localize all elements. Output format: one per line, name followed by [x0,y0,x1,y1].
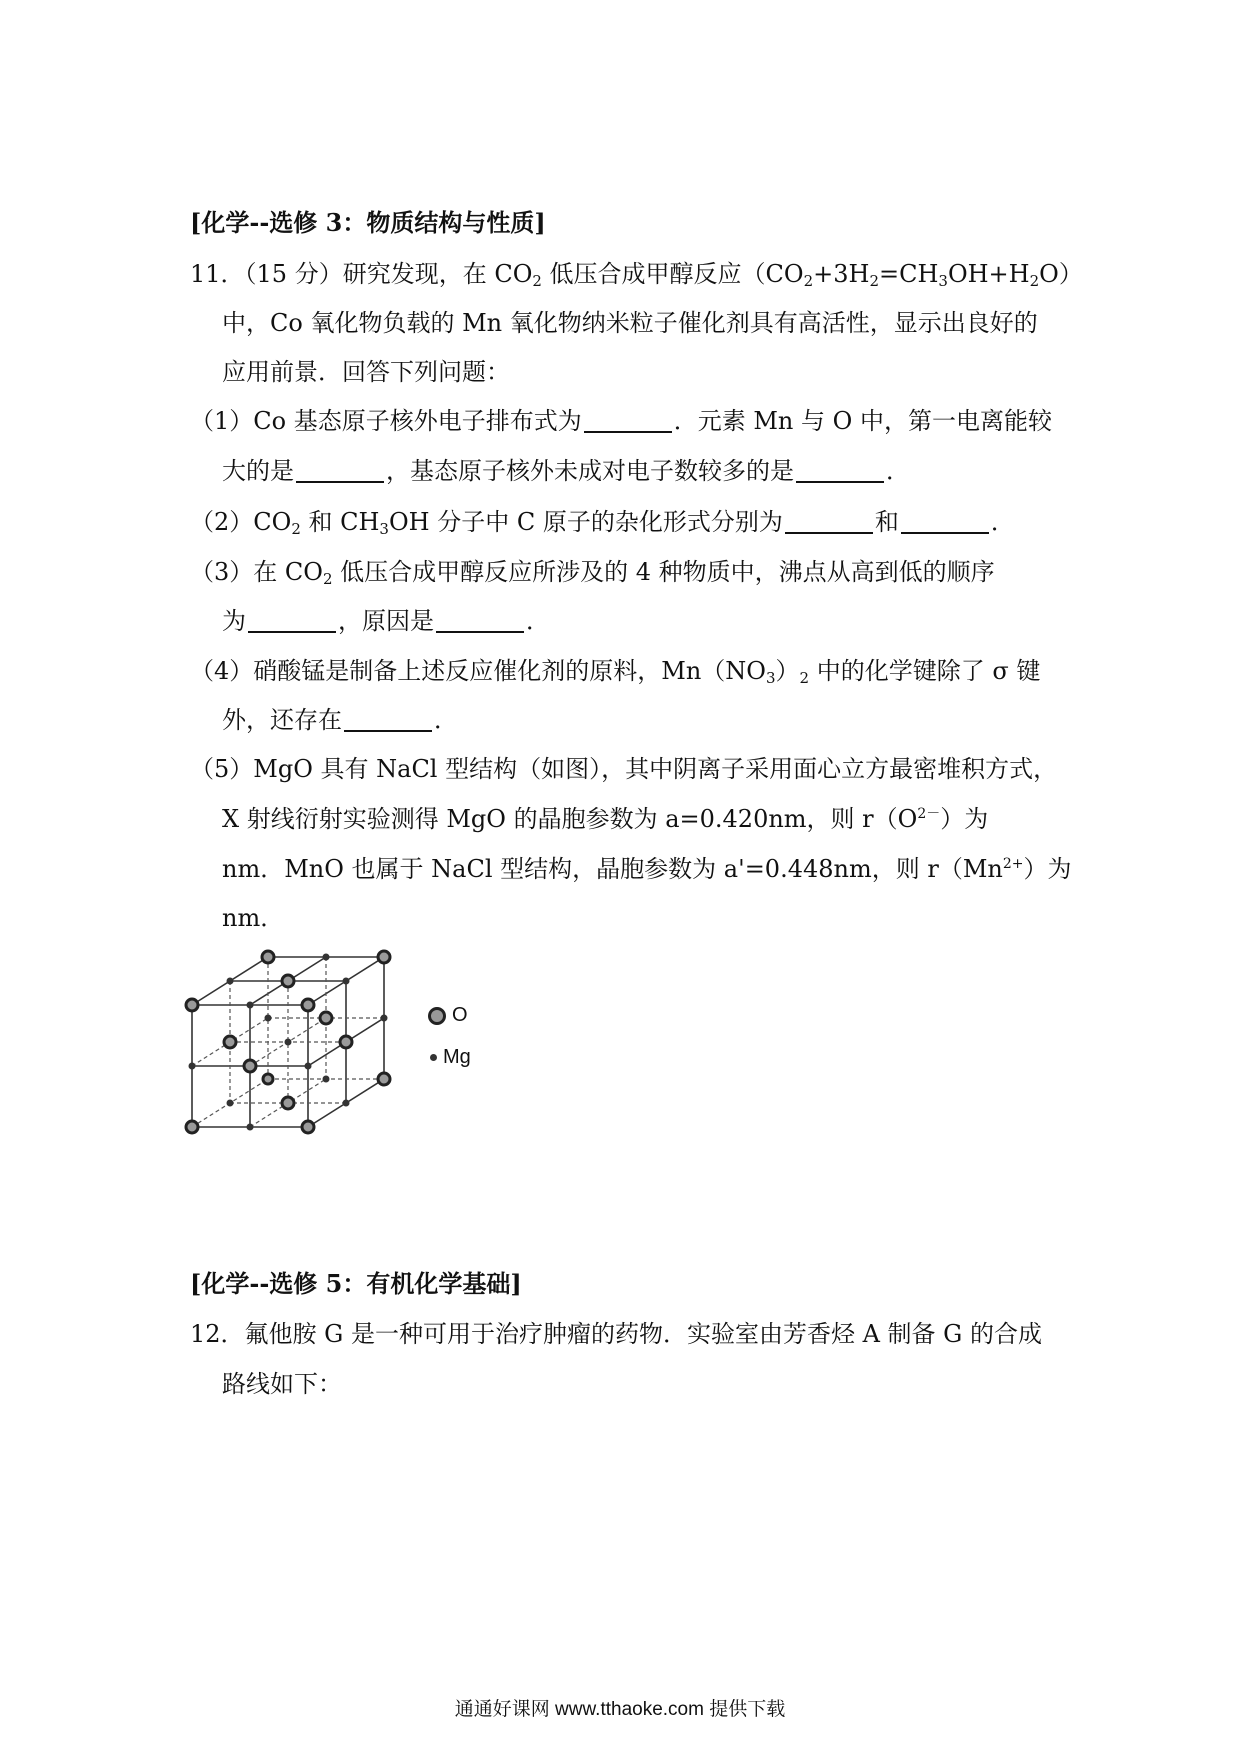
question-11-part-3-line-1: （3）在 $CO_2$ 低压合成甲醇反应所涉及的 4 种物质中，沸点从高到低的顺序 [190,558,995,588]
question-11-part-5-line-1: （5）MgO 具有 NaCl 型结构（如图），其中阴离子采用面心立方最密堆积方式， [190,755,1058,783]
question-11-intro-line-3: 应用前景．回答下列问题： [222,358,510,386]
question-11-part-2: $(2)CO_2$ 和 $CH_3OH$ 分子中 C 原子的杂化形式分别为 和 ． [190,508,1015,538]
answer-blank[interactable] [248,609,336,633]
answer-blank[interactable] [901,510,989,534]
question-11-intro-line-1: 11．（15 分）研究发现，在 $CO_2$ 低压合成甲醇反应$(CO_2+3H_2=CH_3OH+H_2O)$ [190,260,1083,290]
answer-blank[interactable] [796,459,884,483]
question-11-part-1-line-2: 大的是 ，基态原子核外未成对电子数较多的是 ． [222,457,910,485]
magnesium-atom-icon [430,1054,437,1061]
legend-oxygen: O [428,1004,468,1027]
oxygen-atom-icon [428,1007,446,1025]
question-11-part-3-line-2: 为 ，原因是 ． [222,607,550,635]
question-11-intro-line-2: 中，Co 氧化物负载的 Mn 氧化物纳米粒子催化剂具有高活性，显示出良好的 [222,309,1038,337]
question-12-line-2: 路线如下： [222,1370,342,1398]
question-11-part-5-line-3: nm．MnO 也属于 NaCl 型结构，晶胞参数为 a'=0.448nm，则 $r(Mn^{2+})$为 [222,855,1072,883]
question-11-part-4-line-2: 外，还存在 ． [222,706,458,734]
question-11-part-5-line-4: nm． [222,904,285,932]
answer-blank[interactable] [296,459,384,483]
legend-magnesium: Mg [430,1046,471,1069]
question-12-line-1: 12．氟他胺 G 是一种可用于治疗肿瘤的药物．实验室由芳香烃 A 制备 G 的合成 [190,1320,1042,1348]
question-11-part-5-line-2: X 射线衍射实验测得 MgO 的晶胞参数为 a=0.420nm，则 $r(O^{2-})$为 [222,805,989,833]
nacl-crystal-structure-diagram [180,945,420,1145]
footer-source: 通通好课网 www.tthaoke.com 提供下载 [454,1699,786,1720]
answer-blank[interactable] [344,708,432,732]
answer-blank[interactable] [436,609,524,633]
section-header-elective-5: [化学--选修 5：有机化学基础] [190,1269,522,1298]
question-11-part-1-line-1: （1）Co 基态原子核外电子排布式为 ．元素 Mn 与 O 中，第一电离能较 [190,407,1052,435]
answer-blank[interactable] [584,409,672,433]
section-header-elective-3: [化学--选修 3：物质结构与性质] [190,208,546,237]
question-11-part-4-line-1: （4）硝酸锰是制备上述反应催化剂的原料，$Mn(NO_3)_2$ 中的化学键除了 σ 键 [190,657,1041,687]
answer-blank[interactable] [785,510,873,534]
